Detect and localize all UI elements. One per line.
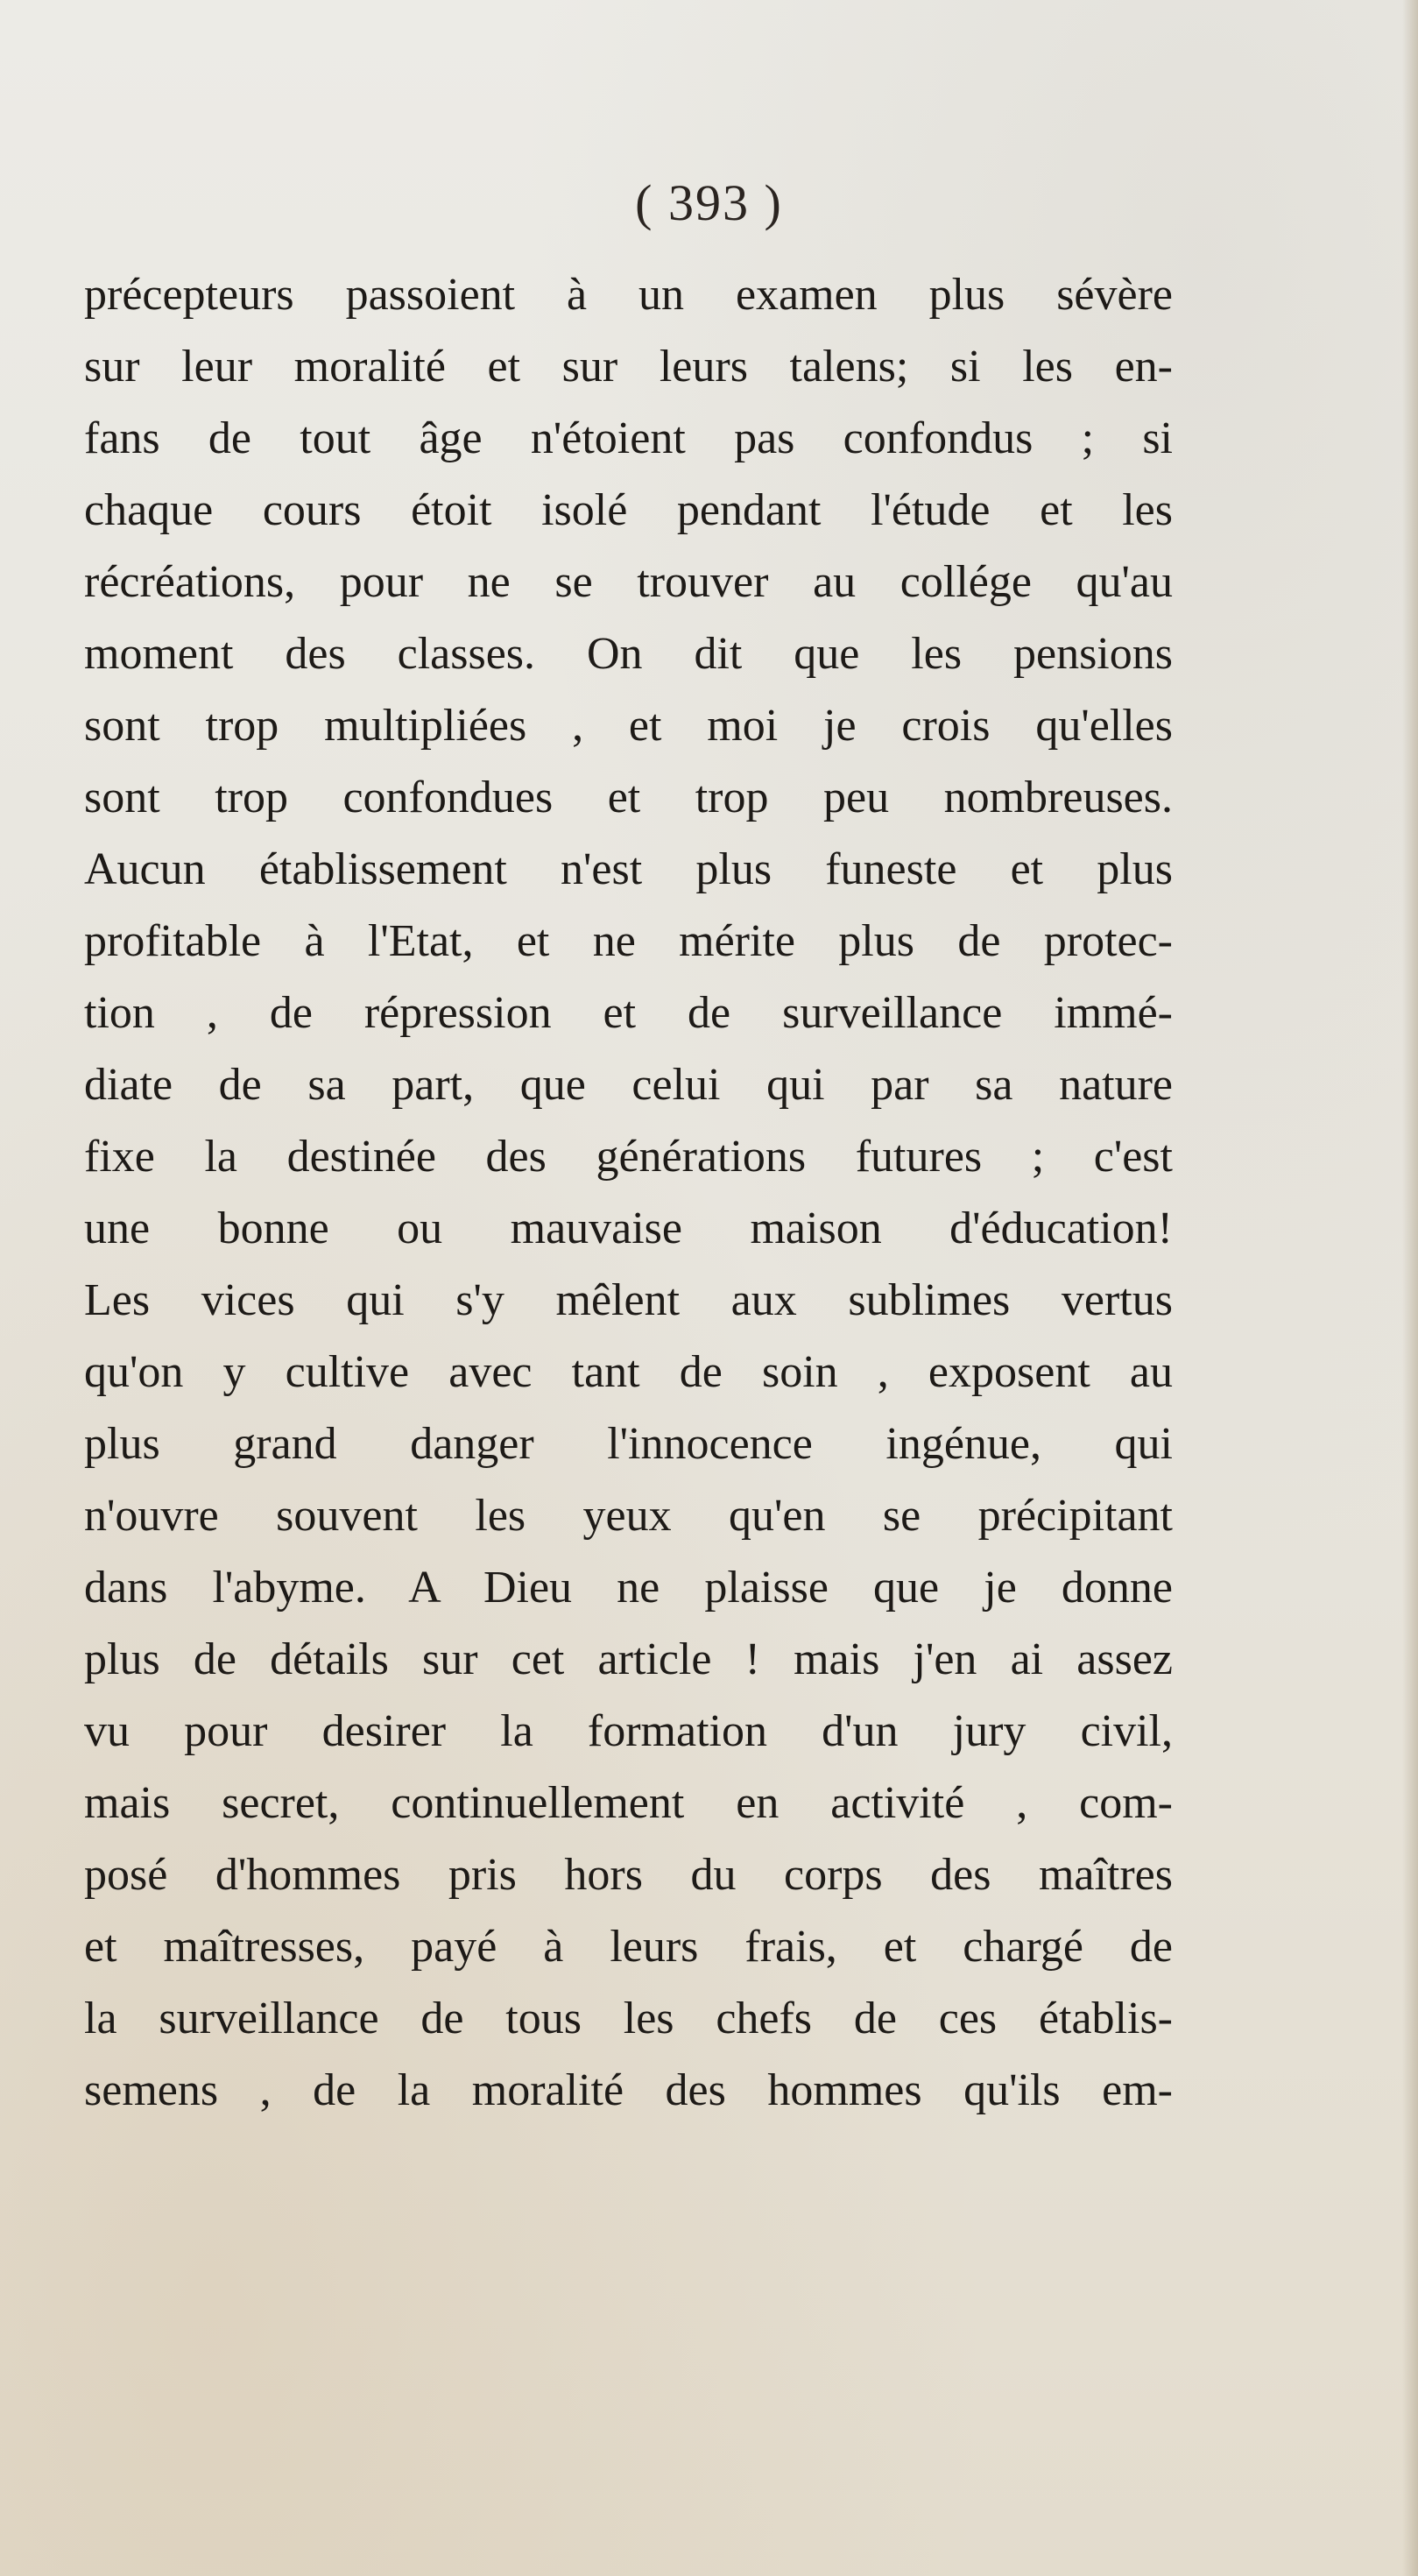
text-line: Aucun établissement n'est plus funeste et plus [84, 844, 1173, 894]
text-line: Les vices qui s'y mêlent aux sublimes vertus [84, 1275, 1173, 1325]
text-line: profitable à l'Etat, et ne mérite plus de protec- [84, 916, 1173, 966]
text-line: n'ouvre souvent les yeux qu'en se précipitant [84, 1491, 1173, 1541]
text-line: sur leur moralité et sur leurs talens; si les en- [84, 342, 1173, 392]
text-line: la surveillance de tous les chefs de ces établis- [84, 1994, 1173, 2043]
text-line: plus grand danger l'innocence ingénue, qui [84, 1419, 1173, 1469]
text-line: récréations, pour ne se trouver au collége qu'au [84, 557, 1173, 607]
text-line: chaque cours étoit isolé pendant l'étude et les [84, 485, 1173, 535]
text-line: diate de sa part, que celui qui par sa nature [84, 1060, 1173, 1110]
body-text [84, 259, 1173, 2127]
page-number: ( 393 ) [635, 174, 783, 231]
text-line: qu'on y cultive avec tant de soin , exposent au [84, 1347, 1173, 1397]
text-line: fixe la destinée des générations futures ; c'est [84, 1132, 1173, 1182]
page-edge-shadow [1402, 0, 1418, 2576]
text-line: posé d'hommes pris hors du corps des maîtres [84, 1850, 1173, 1900]
text-line: tion , de répression et de surveillance immé- [84, 988, 1173, 1038]
text-line: et maîtresses, payé à leurs frais, et chargé de [84, 1922, 1173, 1972]
text-line: précepteurs passoient à un examen plus sévère [84, 270, 1173, 320]
text-line: sont trop confondues et trop peu nombreuses. [84, 773, 1173, 822]
text-line: mais secret, continuellement en activité , com- [84, 1778, 1173, 1828]
text-line: sont trop multipliées , et moi je crois qu'elles [84, 701, 1173, 751]
text-line: vu pour desirer la formation d'un jury civil, [84, 1706, 1173, 1756]
text-line: plus de détails sur cet article ! mais j'en ai assez [84, 1634, 1173, 1684]
text-line: une bonne ou mauvaise maison d'éducation! [84, 1203, 1173, 1253]
text-line: fans de tout âge n'étoient pas confondus ; si [84, 413, 1173, 463]
text-line: moment des classes. On dit que les pensions [84, 629, 1173, 679]
text-line: semens , de la moralité des hommes qu'ils em- [84, 2065, 1173, 2115]
text-line: dans l'abyme. A Dieu ne plaisse que je donne [84, 1563, 1173, 1613]
